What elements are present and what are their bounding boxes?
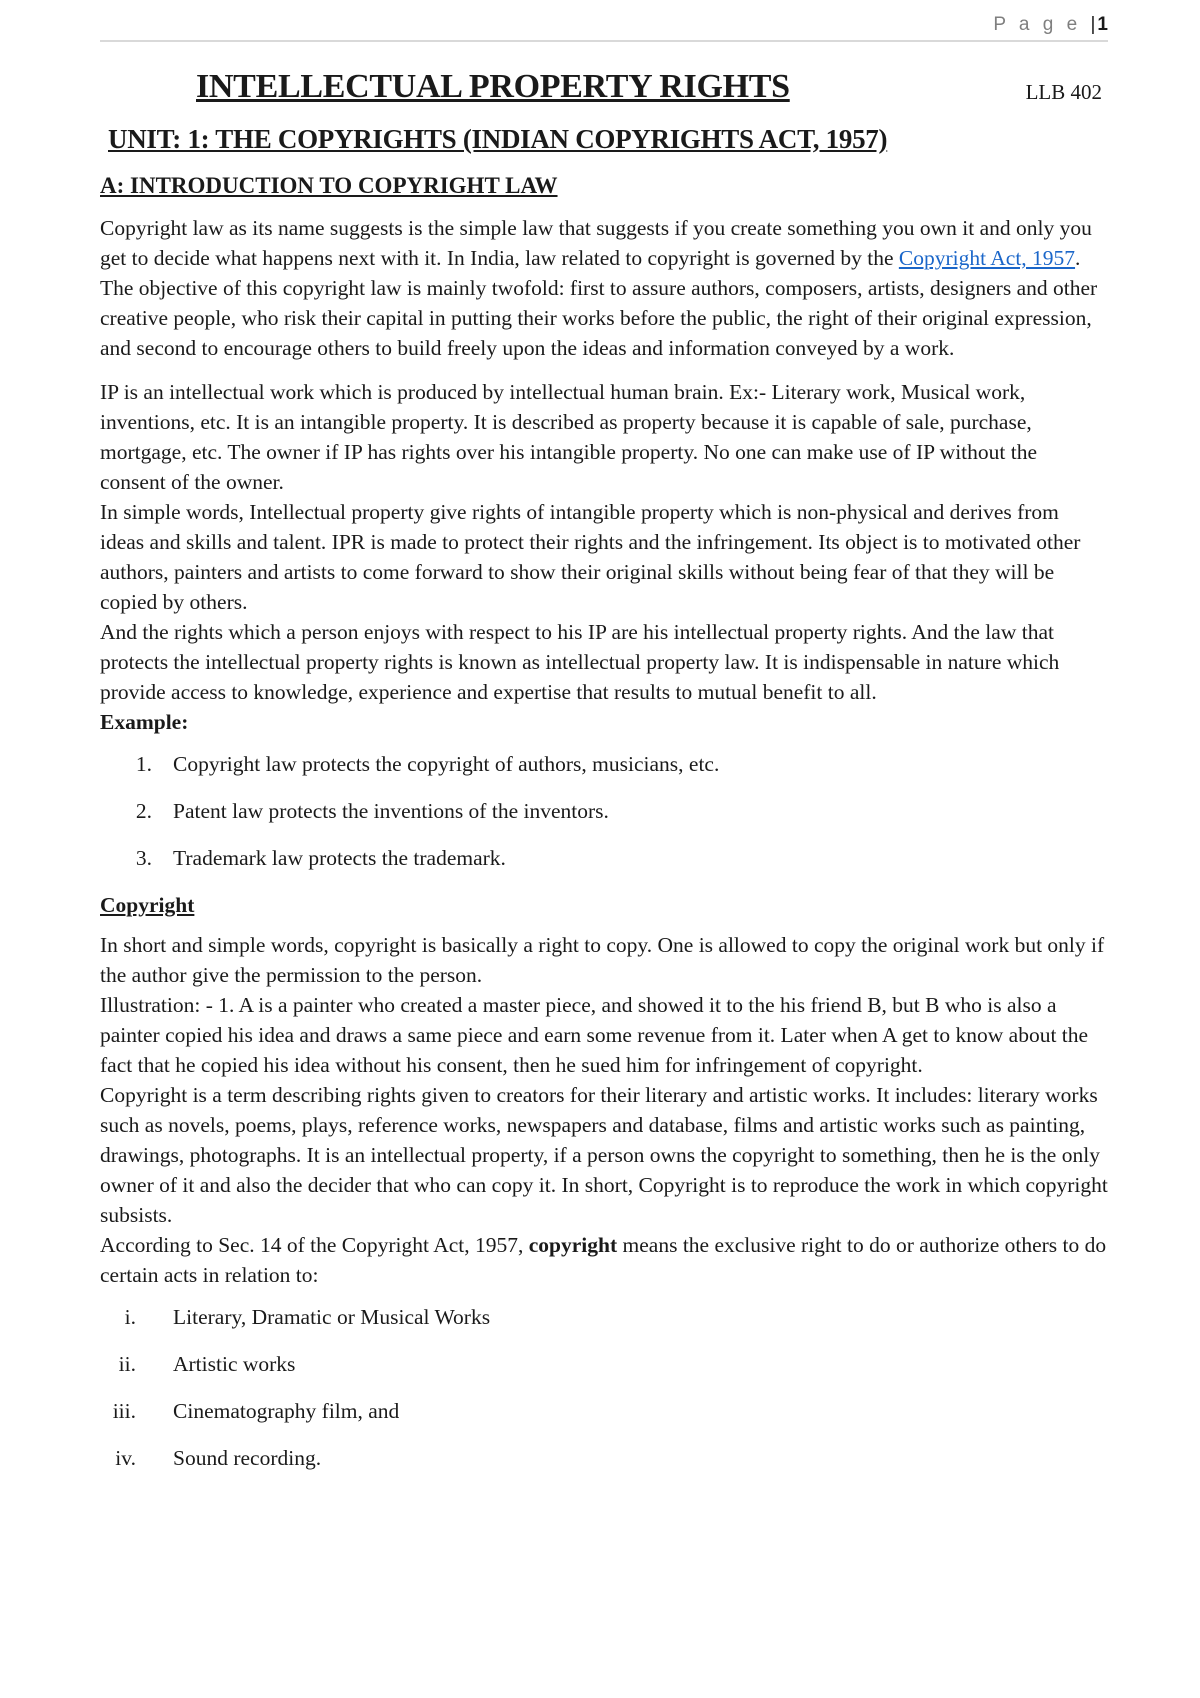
list-marker: iii. [112, 1399, 136, 1423]
document-title: INTELLECTUAL PROPERTY RIGHTS [196, 68, 790, 105]
course-code: LLB 402 [1025, 80, 1102, 104]
list-item-text: Artistic works [173, 1352, 296, 1376]
list-item-text: Sound recording. [173, 1446, 322, 1470]
section-title: A: INTRODUCTION TO COPYRIGHT LAW [100, 173, 558, 198]
list-item-text: Cinematography film, and [173, 1399, 400, 1423]
list-item [100, 843, 1108, 873]
list-item [100, 1349, 1108, 1379]
list-item [100, 1443, 1108, 1473]
illustration-paragraph: Illustration: - 1. A is a painter who created a master piece, and showed it to the his friend B, but B who is also a painter copied his idea and draws a same piece and earn some revenue from it. Later when A get to know about the fact that he copied his idea without his consent, then he sued him for infringement of copyright. [100, 993, 1089, 1077]
section-14-paragraph [100, 1230, 1108, 1290]
list-item-text: Patent law protects the inventions of the inventors. [173, 799, 609, 823]
page-number-label [993, 14, 1108, 36]
intro-text-before-link: Copyright law as its name suggests is the simple law that suggests if you create something you own it and only you get to decide what happens next with it. In India, law related to copyright is governed by the [100, 216, 1092, 270]
examples-list [100, 749, 1108, 873]
example-label: Example: [100, 710, 189, 734]
copyright-term-paragraph: Copyright is a term describing rights given to creators for their literary and artistic works. It includes: literary works such as novels, poems, plays, reference works, newspapers and database, films and artistic works such as painting, drawings, photographs. It is an intellectual property, if a person owns the copyright to something, then he is the only owner of it and also the decider that who can copy it. In short, Copyright is to reproduce the work in which copyright subsists. [100, 1083, 1108, 1227]
copyright-act-link[interactable]: Copyright Act, 1957 [898, 246, 1076, 270]
list-marker: ii. [118, 1352, 136, 1376]
sec14-text-after: means the exclusive right to do or authorize others to do certain acts in relation to: [100, 1233, 1107, 1287]
title-row [100, 62, 1108, 114]
rights-paragraph: And the rights which a person enjoys with respect to his IP are his intellectual property rights. And the law that protects the intellectual property rights is known as intellectual property law. It is indispensable in nature which provide access to knowledge, experience and expertise that results to mutual benefit to all. [100, 620, 1060, 704]
list-marker: 1. [135, 752, 152, 776]
copyright-short-paragraph: In short and simple words, copyright is basically a right to copy. One is allowed to copy the original work but only if the author give the permission to the person. [100, 933, 1105, 987]
page-word: P a g e [993, 14, 1082, 35]
page-separator: | [1090, 14, 1098, 35]
page-header [100, 10, 1108, 42]
list-item-text: Trademark law protects the trademark. [173, 846, 506, 870]
list-marker: iv. [115, 1446, 136, 1470]
simple-words-paragraph: In simple words, Intellectual property give rights of intangible property which is non-physical and derives from ideas and skills and talent. IPR is made to protect their rights and the infringement. Its object is to motivated other authors, painters and artists to come forward to show their original skills without being fear of that they will be copied by others. [100, 500, 1081, 614]
intro-paragraph [100, 213, 1108, 363]
list-item [100, 749, 1108, 779]
unit-title: UNIT: 1: THE COPYRIGHTS (INDIAN COPYRIGHTS ACT, 1957) [108, 124, 888, 154]
list-item [100, 796, 1108, 826]
copyright-heading: Copyright [100, 893, 195, 917]
list-item [100, 1396, 1108, 1426]
works-list [100, 1302, 1108, 1473]
ip-paragraph: IP is an intellectual work which is produced by intellectual human brain. Ex:- Literary work, Musical work, inventions, etc. It is an intangible property. It is described as property because it is capable of sale, purchase, mortgage, etc. The owner if IP has rights over his intangible property. No one can make use of IP without the consent of the owner. [100, 380, 1038, 494]
list-marker: 2. [135, 799, 152, 823]
page-number: 1 [1097, 14, 1108, 35]
list-marker: 3. [135, 846, 152, 870]
list-item-text: Copyright law protects the copyright of authors, musicians, etc. [173, 752, 720, 776]
sec14-text-before: According to Sec. 14 of the Copyright Act, 1957, [100, 1233, 529, 1257]
list-marker: i. [124, 1305, 136, 1329]
document-body [100, 62, 1108, 1490]
list-item [100, 1302, 1108, 1332]
list-item-text: Literary, Dramatic or Musical Works [173, 1305, 491, 1329]
intro-text-after-link: . The objective of this copyright law is mainly twofold: first to assure authors, composers, artists, designers and other creative people, who risk their capital in putting their works before the public, the right of their original expression, and second to encourage others to build freely upon the ideas and information conveyed by a work. [100, 246, 1098, 360]
sec14-bold-term: copyright [528, 1233, 618, 1257]
